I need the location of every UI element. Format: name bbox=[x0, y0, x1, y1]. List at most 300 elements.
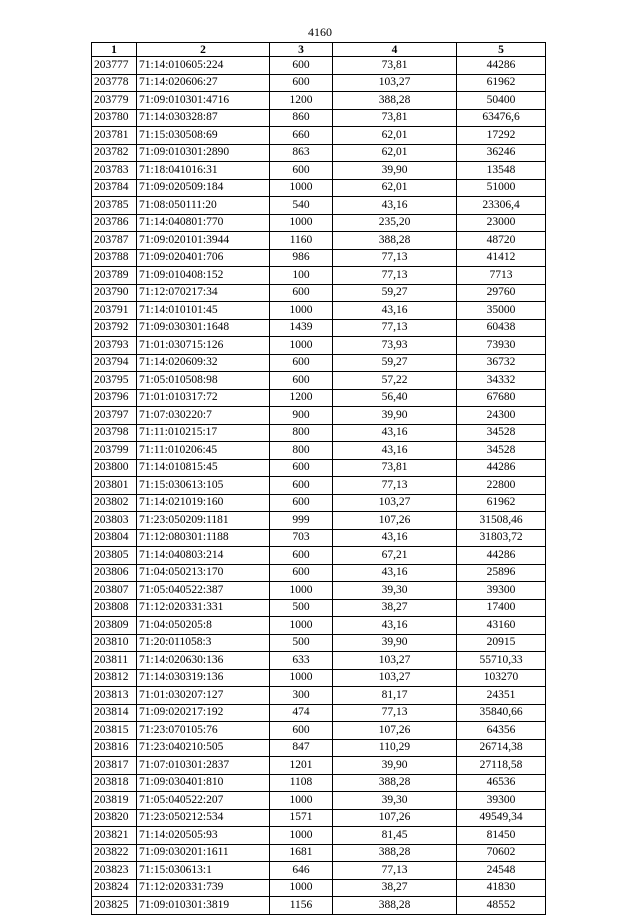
rate-cell: 39,90 bbox=[333, 162, 457, 180]
cadastral-number-cell: 71:15:030508:69 bbox=[137, 127, 270, 145]
cadastral-number-cell: 71:05:040522:207 bbox=[137, 792, 270, 810]
row-id-cell: 203811 bbox=[92, 652, 137, 670]
rate-cell: 39,30 bbox=[333, 792, 457, 810]
area-cell: 600 bbox=[270, 547, 333, 565]
rate-cell: 73,93 bbox=[333, 337, 457, 355]
cadastral-number-cell: 71:05:040522:387 bbox=[137, 582, 270, 600]
row-id-cell: 203803 bbox=[92, 512, 137, 530]
cadastral-number-cell: 71:09:020217:192 bbox=[137, 704, 270, 722]
cadastral-number-cell: 71:09:030401:810 bbox=[137, 774, 270, 792]
area-cell: 999 bbox=[270, 512, 333, 530]
rate-cell: 81,17 bbox=[333, 687, 457, 705]
table-row bbox=[92, 459, 546, 477]
area-cell: 1000 bbox=[270, 302, 333, 320]
table-row bbox=[92, 302, 546, 320]
table-row bbox=[92, 757, 546, 775]
value-cell: 27118,58 bbox=[457, 757, 546, 775]
value-cell: 22800 bbox=[457, 477, 546, 495]
value-cell: 55710,33 bbox=[457, 652, 546, 670]
area-cell: 600 bbox=[270, 564, 333, 582]
column-header-4: 4 bbox=[333, 43, 457, 57]
row-id-cell: 203793 bbox=[92, 337, 137, 355]
table-row bbox=[92, 582, 546, 600]
row-id-cell: 203799 bbox=[92, 442, 137, 460]
value-cell: 35000 bbox=[457, 302, 546, 320]
area-cell: 633 bbox=[270, 652, 333, 670]
rate-cell: 77,13 bbox=[333, 477, 457, 495]
value-cell: 73930 bbox=[457, 337, 546, 355]
area-cell: 1200 bbox=[270, 92, 333, 110]
cadastral-number-cell: 71:23:050209:1181 bbox=[137, 512, 270, 530]
area-cell: 1000 bbox=[270, 582, 333, 600]
cadastral-number-cell: 71:08:050111:20 bbox=[137, 197, 270, 215]
area-cell: 600 bbox=[270, 57, 333, 75]
cadastral-number-cell: 71:14:040803:214 bbox=[137, 547, 270, 565]
area-cell: 600 bbox=[270, 284, 333, 302]
row-id-cell: 203815 bbox=[92, 722, 137, 740]
cadastral-number-cell: 71:14:030328:87 bbox=[137, 109, 270, 127]
table-row bbox=[92, 214, 546, 232]
rate-cell: 39,90 bbox=[333, 757, 457, 775]
cadastral-number-cell: 71:01:010317:72 bbox=[137, 389, 270, 407]
cadastral-number-cell: 71:07:030220:7 bbox=[137, 407, 270, 425]
cadastral-number-cell: 71:23:040210:505 bbox=[137, 739, 270, 757]
table-row bbox=[92, 109, 546, 127]
rate-cell: 77,13 bbox=[333, 319, 457, 337]
row-id-cell: 203785 bbox=[92, 197, 137, 215]
rate-cell: 103,27 bbox=[333, 74, 457, 92]
table-row bbox=[92, 512, 546, 530]
table-row bbox=[92, 669, 546, 687]
value-cell: 63476,6 bbox=[457, 109, 546, 127]
cadastral-number-cell: 71:23:050212:534 bbox=[137, 809, 270, 827]
cadastral-number-cell: 71:14:020609:32 bbox=[137, 354, 270, 372]
value-cell: 7713 bbox=[457, 267, 546, 285]
value-cell: 31803,72 bbox=[457, 529, 546, 547]
area-cell: 600 bbox=[270, 162, 333, 180]
area-cell: 1000 bbox=[270, 337, 333, 355]
row-id-cell: 203781 bbox=[92, 127, 137, 145]
area-cell: 1000 bbox=[270, 179, 333, 197]
rate-cell: 103,27 bbox=[333, 652, 457, 670]
cadastral-number-cell: 71:01:030715:126 bbox=[137, 337, 270, 355]
table-row bbox=[92, 617, 546, 635]
cadastral-number-cell: 71:12:020331:331 bbox=[137, 599, 270, 617]
row-id-cell: 203821 bbox=[92, 827, 137, 845]
value-cell: 13548 bbox=[457, 162, 546, 180]
area-cell: 600 bbox=[270, 477, 333, 495]
table-row bbox=[92, 599, 546, 617]
value-cell: 70602 bbox=[457, 844, 546, 862]
rate-cell: 103,27 bbox=[333, 669, 457, 687]
row-id-cell: 203790 bbox=[92, 284, 137, 302]
row-id-cell: 203822 bbox=[92, 844, 137, 862]
row-id-cell: 203777 bbox=[92, 57, 137, 75]
rate-cell: 73,81 bbox=[333, 459, 457, 477]
row-id-cell: 203783 bbox=[92, 162, 137, 180]
value-cell: 61962 bbox=[457, 74, 546, 92]
cadastral-number-cell: 71:09:020401:706 bbox=[137, 249, 270, 267]
value-cell: 67680 bbox=[457, 389, 546, 407]
cadastral-number-cell: 71:12:080301:1188 bbox=[137, 529, 270, 547]
value-cell: 44286 bbox=[457, 459, 546, 477]
value-cell: 48552 bbox=[457, 897, 546, 915]
rate-cell: 81,45 bbox=[333, 827, 457, 845]
cadastral-number-cell: 71:14:010101:45 bbox=[137, 302, 270, 320]
table-row bbox=[92, 319, 546, 337]
cadastral-number-cell: 71:09:030201:1611 bbox=[137, 844, 270, 862]
area-cell: 863 bbox=[270, 144, 333, 162]
row-id-cell: 203782 bbox=[92, 144, 137, 162]
area-cell: 1201 bbox=[270, 757, 333, 775]
rate-cell: 388,28 bbox=[333, 774, 457, 792]
rate-cell: 38,27 bbox=[333, 599, 457, 617]
table-row bbox=[92, 564, 546, 582]
value-cell: 39300 bbox=[457, 792, 546, 810]
row-id-cell: 203796 bbox=[92, 389, 137, 407]
area-cell: 600 bbox=[270, 494, 333, 512]
value-cell: 23000 bbox=[457, 214, 546, 232]
table-row bbox=[92, 547, 546, 565]
value-cell: 34528 bbox=[457, 442, 546, 460]
rate-cell: 39,30 bbox=[333, 582, 457, 600]
cadastral-number-cell: 71:14:021019:160 bbox=[137, 494, 270, 512]
value-cell: 49549,34 bbox=[457, 809, 546, 827]
row-id-cell: 203809 bbox=[92, 617, 137, 635]
rate-cell: 38,27 bbox=[333, 879, 457, 897]
rate-cell: 43,16 bbox=[333, 564, 457, 582]
table-row bbox=[92, 739, 546, 757]
cadastral-number-cell: 71:14:030319:136 bbox=[137, 669, 270, 687]
table-row bbox=[92, 354, 546, 372]
row-id-cell: 203810 bbox=[92, 634, 137, 652]
table-row bbox=[92, 774, 546, 792]
rate-cell: 77,13 bbox=[333, 862, 457, 880]
cadastral-number-cell: 71:09:030301:1648 bbox=[137, 319, 270, 337]
area-cell: 600 bbox=[270, 74, 333, 92]
cadastral-number-cell: 71:12:070217:34 bbox=[137, 284, 270, 302]
value-cell: 36732 bbox=[457, 354, 546, 372]
rate-cell: 43,16 bbox=[333, 529, 457, 547]
area-cell: 1156 bbox=[270, 897, 333, 915]
cadastral-number-cell: 71:23:070105:76 bbox=[137, 722, 270, 740]
table-row bbox=[92, 162, 546, 180]
data-table bbox=[91, 42, 546, 915]
rate-cell: 62,01 bbox=[333, 179, 457, 197]
table-row bbox=[92, 809, 546, 827]
page-number: 4160 bbox=[308, 25, 332, 39]
area-cell: 1681 bbox=[270, 844, 333, 862]
table-row bbox=[92, 284, 546, 302]
value-cell: 48720 bbox=[457, 232, 546, 250]
value-cell: 35840,66 bbox=[457, 704, 546, 722]
table-row bbox=[92, 74, 546, 92]
rate-cell: 103,27 bbox=[333, 494, 457, 512]
area-cell: 500 bbox=[270, 599, 333, 617]
rate-cell: 388,28 bbox=[333, 897, 457, 915]
table-row bbox=[92, 792, 546, 810]
area-cell: 1000 bbox=[270, 879, 333, 897]
cadastral-number-cell: 71:07:010301:2837 bbox=[137, 757, 270, 775]
cadastral-number-cell: 71:04:050213:170 bbox=[137, 564, 270, 582]
rate-cell: 43,16 bbox=[333, 197, 457, 215]
rate-cell: 57,22 bbox=[333, 372, 457, 390]
area-cell: 986 bbox=[270, 249, 333, 267]
area-cell: 100 bbox=[270, 267, 333, 285]
area-cell: 600 bbox=[270, 459, 333, 477]
value-cell: 24300 bbox=[457, 407, 546, 425]
rate-cell: 110,29 bbox=[333, 739, 457, 757]
table-row bbox=[92, 92, 546, 110]
area-cell: 1000 bbox=[270, 617, 333, 635]
row-id-cell: 203778 bbox=[92, 74, 137, 92]
table-row bbox=[92, 494, 546, 512]
area-cell: 1160 bbox=[270, 232, 333, 250]
table-row bbox=[92, 529, 546, 547]
row-id-cell: 203798 bbox=[92, 424, 137, 442]
rate-cell: 62,01 bbox=[333, 127, 457, 145]
rate-cell: 107,26 bbox=[333, 722, 457, 740]
rate-cell: 77,13 bbox=[333, 704, 457, 722]
row-id-cell: 203789 bbox=[92, 267, 137, 285]
cadastral-number-cell: 71:14:020505:93 bbox=[137, 827, 270, 845]
row-id-cell: 203805 bbox=[92, 547, 137, 565]
value-cell: 34528 bbox=[457, 424, 546, 442]
table-body bbox=[92, 57, 546, 915]
area-cell: 703 bbox=[270, 529, 333, 547]
table-row bbox=[92, 267, 546, 285]
value-cell: 44286 bbox=[457, 57, 546, 75]
table-row bbox=[92, 477, 546, 495]
area-cell: 1000 bbox=[270, 214, 333, 232]
value-cell: 50400 bbox=[457, 92, 546, 110]
cadastral-number-cell: 71:14:040801:770 bbox=[137, 214, 270, 232]
cadastral-number-cell: 71:14:020630:136 bbox=[137, 652, 270, 670]
row-id-cell: 203788 bbox=[92, 249, 137, 267]
cadastral-number-cell: 71:09:010408:152 bbox=[137, 267, 270, 285]
row-id-cell: 203804 bbox=[92, 529, 137, 547]
column-header-1: 1 bbox=[92, 43, 137, 57]
value-cell: 29760 bbox=[457, 284, 546, 302]
cadastral-number-cell: 71:09:010301:2890 bbox=[137, 144, 270, 162]
row-id-cell: 203791 bbox=[92, 302, 137, 320]
area-cell: 1000 bbox=[270, 792, 333, 810]
row-id-cell: 203824 bbox=[92, 879, 137, 897]
rate-cell: 73,81 bbox=[333, 57, 457, 75]
rate-cell: 56,40 bbox=[333, 389, 457, 407]
rate-cell: 77,13 bbox=[333, 267, 457, 285]
value-cell: 60438 bbox=[457, 319, 546, 337]
rate-cell: 43,16 bbox=[333, 302, 457, 320]
cadastral-number-cell: 71:11:010206:45 bbox=[137, 442, 270, 460]
value-cell: 25896 bbox=[457, 564, 546, 582]
row-id-cell: 203779 bbox=[92, 92, 137, 110]
row-id-cell: 203820 bbox=[92, 809, 137, 827]
area-cell: 900 bbox=[270, 407, 333, 425]
table-row bbox=[92, 687, 546, 705]
value-cell: 31508,46 bbox=[457, 512, 546, 530]
table-row bbox=[92, 249, 546, 267]
table-row bbox=[92, 704, 546, 722]
cadastral-number-cell: 71:09:010301:3819 bbox=[137, 897, 270, 915]
area-cell: 600 bbox=[270, 372, 333, 390]
area-cell: 1200 bbox=[270, 389, 333, 407]
value-cell: 44286 bbox=[457, 547, 546, 565]
area-cell: 600 bbox=[270, 722, 333, 740]
value-cell: 34332 bbox=[457, 372, 546, 390]
table-row bbox=[92, 337, 546, 355]
rate-cell: 77,13 bbox=[333, 249, 457, 267]
cadastral-number-cell: 71:09:010301:4716 bbox=[137, 92, 270, 110]
cadastral-number-cell: 71:09:020509:184 bbox=[137, 179, 270, 197]
table-row bbox=[92, 407, 546, 425]
area-cell: 500 bbox=[270, 634, 333, 652]
table-row bbox=[92, 722, 546, 740]
value-cell: 81450 bbox=[457, 827, 546, 845]
value-cell: 43160 bbox=[457, 617, 546, 635]
row-id-cell: 203801 bbox=[92, 477, 137, 495]
rate-cell: 388,28 bbox=[333, 844, 457, 862]
value-cell: 51000 bbox=[457, 179, 546, 197]
cadastral-number-cell: 71:18:041016:31 bbox=[137, 162, 270, 180]
cadastral-number-cell: 71:04:050205:8 bbox=[137, 617, 270, 635]
rate-cell: 107,26 bbox=[333, 512, 457, 530]
rate-cell: 59,27 bbox=[333, 354, 457, 372]
area-cell: 474 bbox=[270, 704, 333, 722]
row-id-cell: 203817 bbox=[92, 757, 137, 775]
row-id-cell: 203797 bbox=[92, 407, 137, 425]
area-cell: 860 bbox=[270, 109, 333, 127]
cadastral-number-cell: 71:15:030613:105 bbox=[137, 477, 270, 495]
rate-cell: 67,21 bbox=[333, 547, 457, 565]
table-row bbox=[92, 389, 546, 407]
row-id-cell: 203819 bbox=[92, 792, 137, 810]
value-cell: 24351 bbox=[457, 687, 546, 705]
table-row bbox=[92, 424, 546, 442]
table-row bbox=[92, 844, 546, 862]
area-cell: 1571 bbox=[270, 809, 333, 827]
rate-cell: 62,01 bbox=[333, 144, 457, 162]
table-row bbox=[92, 372, 546, 390]
table-row bbox=[92, 652, 546, 670]
value-cell: 17292 bbox=[457, 127, 546, 145]
value-cell: 36246 bbox=[457, 144, 546, 162]
table-row bbox=[92, 827, 546, 845]
row-id-cell: 203807 bbox=[92, 582, 137, 600]
area-cell: 800 bbox=[270, 442, 333, 460]
table-row bbox=[92, 862, 546, 880]
value-cell: 20915 bbox=[457, 634, 546, 652]
rate-cell: 43,16 bbox=[333, 617, 457, 635]
value-cell: 26714,38 bbox=[457, 739, 546, 757]
rate-cell: 39,90 bbox=[333, 634, 457, 652]
row-id-cell: 203780 bbox=[92, 109, 137, 127]
cadastral-number-cell: 71:11:010215:17 bbox=[137, 424, 270, 442]
cadastral-number-cell: 71:14:010815:45 bbox=[137, 459, 270, 477]
table-row bbox=[92, 897, 546, 915]
value-cell: 17400 bbox=[457, 599, 546, 617]
column-header-3: 3 bbox=[270, 43, 333, 57]
row-id-cell: 203800 bbox=[92, 459, 137, 477]
area-cell: 800 bbox=[270, 424, 333, 442]
value-cell: 23306,4 bbox=[457, 197, 546, 215]
row-id-cell: 203795 bbox=[92, 372, 137, 390]
table-row bbox=[92, 144, 546, 162]
cadastral-number-cell: 71:14:010605:224 bbox=[137, 57, 270, 75]
value-cell: 64356 bbox=[457, 722, 546, 740]
row-id-cell: 203816 bbox=[92, 739, 137, 757]
area-cell: 847 bbox=[270, 739, 333, 757]
row-id-cell: 203784 bbox=[92, 179, 137, 197]
rate-cell: 59,27 bbox=[333, 284, 457, 302]
area-cell: 540 bbox=[270, 197, 333, 215]
rate-cell: 388,28 bbox=[333, 232, 457, 250]
cadastral-number-cell: 71:09:020101:3944 bbox=[137, 232, 270, 250]
area-cell: 1439 bbox=[270, 319, 333, 337]
table-row bbox=[92, 879, 546, 897]
area-cell: 1108 bbox=[270, 774, 333, 792]
rate-cell: 388,28 bbox=[333, 92, 457, 110]
cadastral-number-cell: 71:05:010508:98 bbox=[137, 372, 270, 390]
row-id-cell: 203792 bbox=[92, 319, 137, 337]
row-id-cell: 203794 bbox=[92, 354, 137, 372]
cadastral-number-cell: 71:15:030613:1 bbox=[137, 862, 270, 880]
column-header-2: 2 bbox=[137, 43, 270, 57]
value-cell: 41830 bbox=[457, 879, 546, 897]
rate-cell: 43,16 bbox=[333, 424, 457, 442]
row-id-cell: 203786 bbox=[92, 214, 137, 232]
cadastral-number-cell: 71:14:020606:27 bbox=[137, 74, 270, 92]
table-row bbox=[92, 232, 546, 250]
table-row bbox=[92, 634, 546, 652]
rate-cell: 73,81 bbox=[333, 109, 457, 127]
row-id-cell: 203787 bbox=[92, 232, 137, 250]
row-id-cell: 203812 bbox=[92, 669, 137, 687]
value-cell: 61962 bbox=[457, 494, 546, 512]
area-cell: 646 bbox=[270, 862, 333, 880]
row-id-cell: 203802 bbox=[92, 494, 137, 512]
area-cell: 300 bbox=[270, 687, 333, 705]
table-row bbox=[92, 197, 546, 215]
table-row bbox=[92, 442, 546, 460]
cadastral-number-cell: 71:01:030207:127 bbox=[137, 687, 270, 705]
area-cell: 1000 bbox=[270, 669, 333, 687]
area-cell: 600 bbox=[270, 354, 333, 372]
table-row bbox=[92, 179, 546, 197]
row-id-cell: 203806 bbox=[92, 564, 137, 582]
row-id-cell: 203808 bbox=[92, 599, 137, 617]
rate-cell: 235,20 bbox=[333, 214, 457, 232]
row-id-cell: 203825 bbox=[92, 897, 137, 915]
cadastral-number-cell: 71:12:020331:739 bbox=[137, 879, 270, 897]
value-cell: 39300 bbox=[457, 582, 546, 600]
table-row bbox=[92, 127, 546, 145]
rate-cell: 107,26 bbox=[333, 809, 457, 827]
row-id-cell: 203814 bbox=[92, 704, 137, 722]
table-row bbox=[92, 57, 546, 75]
row-id-cell: 203823 bbox=[92, 862, 137, 880]
area-cell: 660 bbox=[270, 127, 333, 145]
rate-cell: 43,16 bbox=[333, 442, 457, 460]
value-cell: 46536 bbox=[457, 774, 546, 792]
cadastral-number-cell: 71:20:011058:3 bbox=[137, 634, 270, 652]
rate-cell: 39,90 bbox=[333, 407, 457, 425]
area-cell: 1000 bbox=[270, 827, 333, 845]
column-header-5: 5 bbox=[457, 43, 546, 57]
value-cell: 24548 bbox=[457, 862, 546, 880]
row-id-cell: 203813 bbox=[92, 687, 137, 705]
row-id-cell: 203818 bbox=[92, 774, 137, 792]
